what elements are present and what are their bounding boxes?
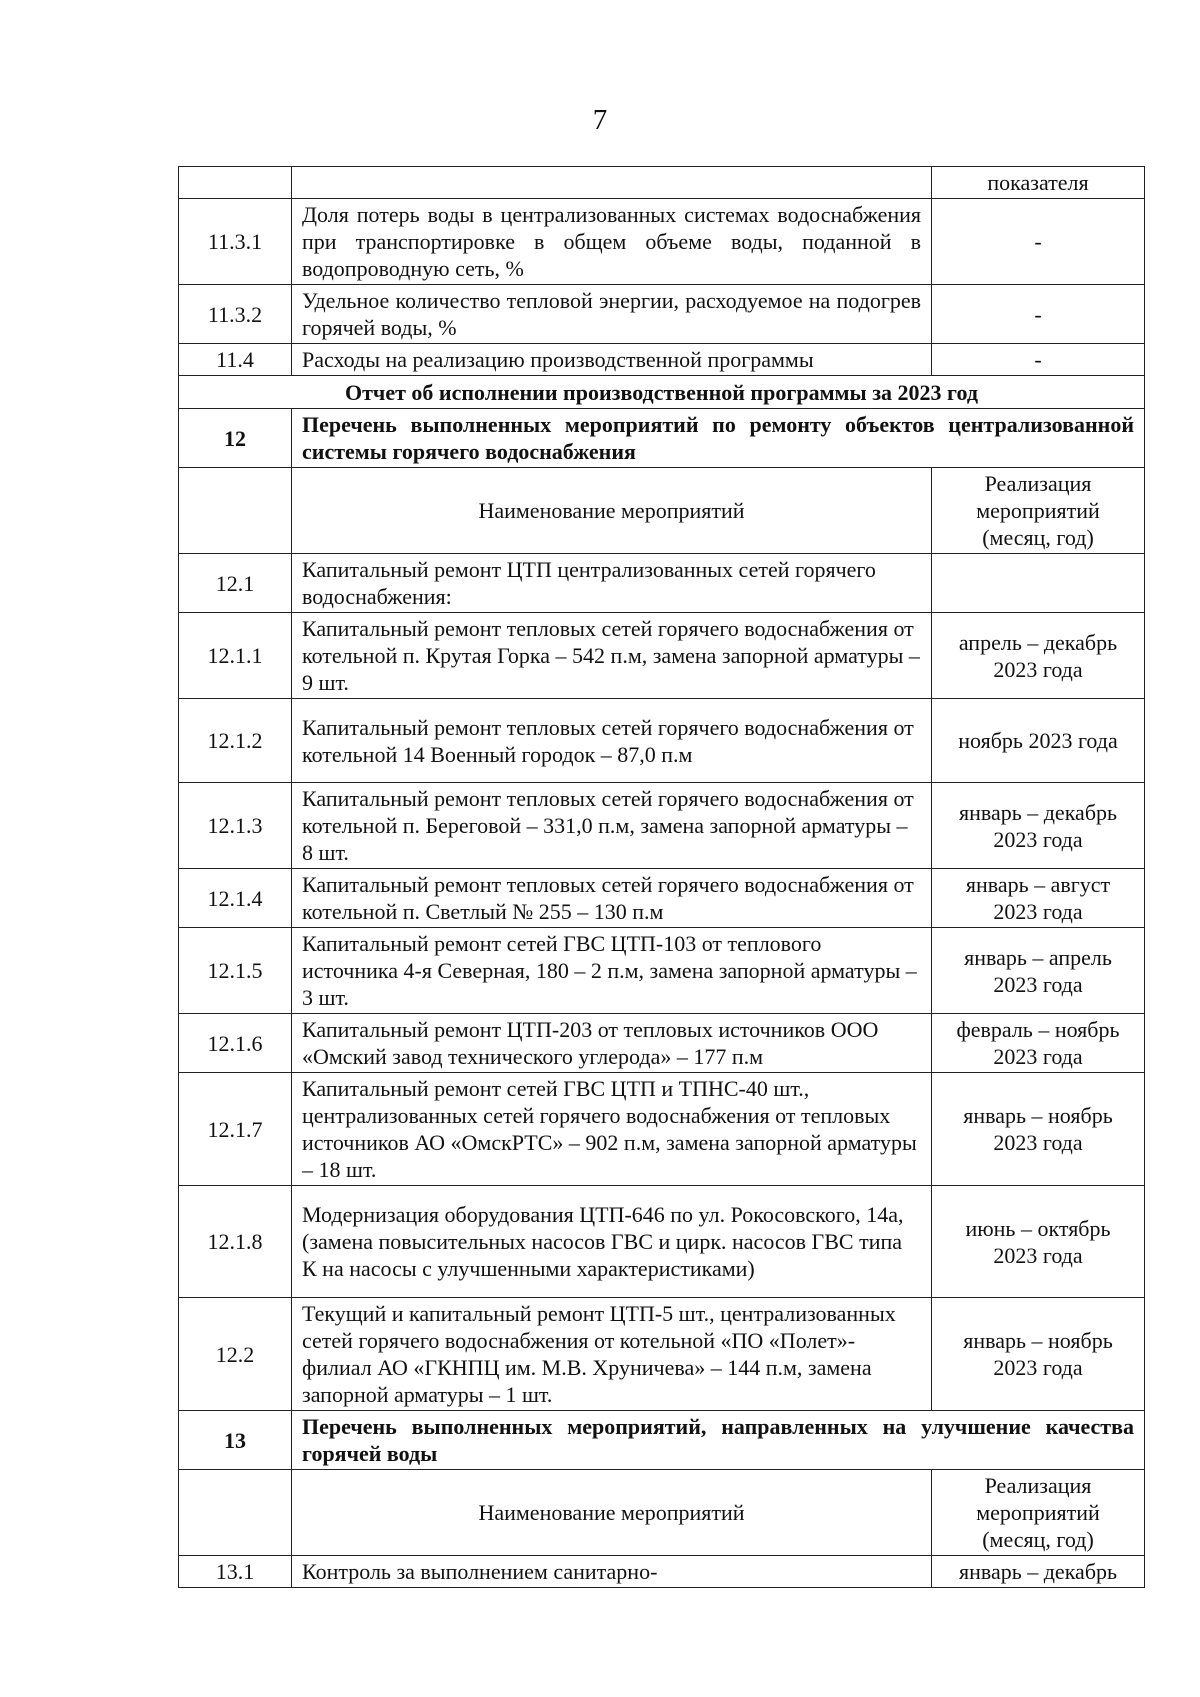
report-table <box>178 166 1145 1588</box>
row-period: январь – апрель 2023 года <box>932 928 1145 1014</box>
table-row <box>179 285 1145 344</box>
table-row <box>179 783 1145 869</box>
report-title: Отчет об исполнении производственной программы за 2023 год <box>179 376 1145 409</box>
row-value: - <box>932 285 1145 344</box>
row-number: 12.1.7 <box>179 1073 292 1186</box>
section-header-row <box>179 1411 1145 1470</box>
table-row <box>179 1014 1145 1073</box>
column-header-name: Наименование мероприятий <box>292 1470 932 1556</box>
column-header-period: Реализация мероприятий (месяц, год) <box>932 1470 1145 1556</box>
row-text: Капитальный ремонт тепловых сетей горячего водоснабжения от котельной п. Береговой – 331,0 п.м, замена запорной арматуры – 8 шт. <box>292 783 932 869</box>
row-period: апрель – декабрь 2023 года <box>932 613 1145 699</box>
row-text: Капитальный ремонт тепловых сетей горячего водоснабжения от котельной 14 Военный городок – 87,0 п.м <box>292 699 932 783</box>
table-row <box>179 376 1145 409</box>
row-text: Доля потерь воды в централизованных системах водоснабжения при транспортировке в общем объеме воды, поданной в водопроводную сеть, % <box>292 199 932 285</box>
row-text: Капитальный ремонт ЦТП централизованных сетей горячего водоснабжения: <box>292 554 932 613</box>
row-number: 12.1 <box>179 554 292 613</box>
section-header-row <box>179 409 1145 468</box>
section-title: Перечень выполненных мероприятий по ремонту объектов централизованной системы горячего водоснабжения <box>292 409 1145 468</box>
empty-cell <box>179 167 292 199</box>
table-row <box>179 344 1145 376</box>
row-text: Расходы на реализацию производственной программы <box>292 344 932 376</box>
row-number: 12.1.2 <box>179 699 292 783</box>
table-row <box>179 1298 1145 1411</box>
row-period: февраль – ноябрь 2023 года <box>932 1014 1145 1073</box>
row-period <box>932 554 1145 613</box>
row-period: январь – декабрь <box>932 1556 1145 1588</box>
row-text: Капитальный ремонт тепловых сетей горячего водоснабжения от котельной п. Светлый № 255 – 130 п.м <box>292 869 932 928</box>
row-period: январь – ноябрь 2023 года <box>932 1298 1145 1411</box>
row-period: январь – декабрь 2023 года <box>932 783 1145 869</box>
column-header-period: Реализация мероприятий (месяц, год) <box>932 468 1145 554</box>
row-text: Текущий и капитальный ремонт ЦТП-5 шт., централизованных сетей горячего водоснабжения от котельной «ПО «Полет»-филиал АО «ГКНПЦ им. М.В. Хруничева» – 144 п.м, замена запорной арматуры – 1 шт. <box>292 1298 932 1411</box>
empty-cell <box>179 468 292 554</box>
page-number: 7 <box>592 104 608 136</box>
row-number: 12.1.4 <box>179 869 292 928</box>
row-value: - <box>932 199 1145 285</box>
row-number: 11.3.2 <box>179 285 292 344</box>
row-number: 12.1.3 <box>179 783 292 869</box>
row-number: 11.3.1 <box>179 199 292 285</box>
table-row <box>179 1073 1145 1186</box>
row-text: Капитальный ремонт сетей ГВС ЦТП и ТПНС-40 шт., централизованных сетей горячего водоснабжения от тепловых источников АО «ОмскРТС» – 902 п.м, замена запорной арматуры – 18 шт. <box>292 1073 932 1186</box>
row-value: - <box>932 344 1145 376</box>
section-title: Перечень выполненных мероприятий, направленных на улучшение качества горячей воды <box>292 1411 1145 1470</box>
table-row <box>179 869 1145 928</box>
row-number: 12.1.6 <box>179 1014 292 1073</box>
table-row <box>179 928 1145 1014</box>
row-text: Капитальный ремонт тепловых сетей горячего водоснабжения от котельной п. Крутая Горка – 542 п.м, замена запорной арматуры – 9 шт. <box>292 613 932 699</box>
row-number: 11.4 <box>179 344 292 376</box>
row-number: 12.2 <box>179 1298 292 1411</box>
row-text: Контроль за выполнением санитарно- <box>292 1556 932 1588</box>
row-period: январь – август 2023 года <box>932 869 1145 928</box>
row-period: июнь – октябрь 2023 года <box>932 1186 1145 1298</box>
row-number: 12.1.8 <box>179 1186 292 1298</box>
row-number: 12.1.5 <box>179 928 292 1014</box>
table-row <box>179 199 1145 285</box>
row-text: Модернизация оборудования ЦТП-646 по ул. Рокосовского, 14а, (замена повысительных насосов ГВС и цирк. насосов ГВС типа К на насосы с улучшенными характеристиками) <box>292 1186 932 1298</box>
column-header-row <box>179 468 1145 554</box>
row-text: Удельное количество тепловой энергии, расходуемое на подогрев горячей воды, % <box>292 285 932 344</box>
row-period: январь – ноябрь 2023 года <box>932 1073 1145 1186</box>
row-number: 13.1 <box>179 1556 292 1588</box>
row-text: Капитальный ремонт сетей ГВС ЦТП-103 от теплового источника 4-я Северная, 180 – 2 п.м, замена запорной арматуры – 3 шт. <box>292 928 932 1014</box>
table-row <box>179 613 1145 699</box>
table-row <box>179 1186 1145 1298</box>
row-period: ноябрь 2023 года <box>932 699 1145 783</box>
continuation-header: показателя <box>932 167 1145 199</box>
row-text: Капитальный ремонт ЦТП-203 от тепловых источников ООО «Омский завод технического углерода» – 177 п.м <box>292 1014 932 1073</box>
section-number: 12 <box>179 409 292 468</box>
table-row <box>179 699 1145 783</box>
table-row <box>179 554 1145 613</box>
table-row <box>179 1556 1145 1588</box>
empty-cell <box>179 1470 292 1556</box>
empty-cell <box>292 167 932 199</box>
column-header-row <box>179 1470 1145 1556</box>
row-number: 12.1.1 <box>179 613 292 699</box>
column-header-name: Наименование мероприятий <box>292 468 932 554</box>
section-number: 13 <box>179 1411 292 1470</box>
table-row <box>179 167 1145 199</box>
